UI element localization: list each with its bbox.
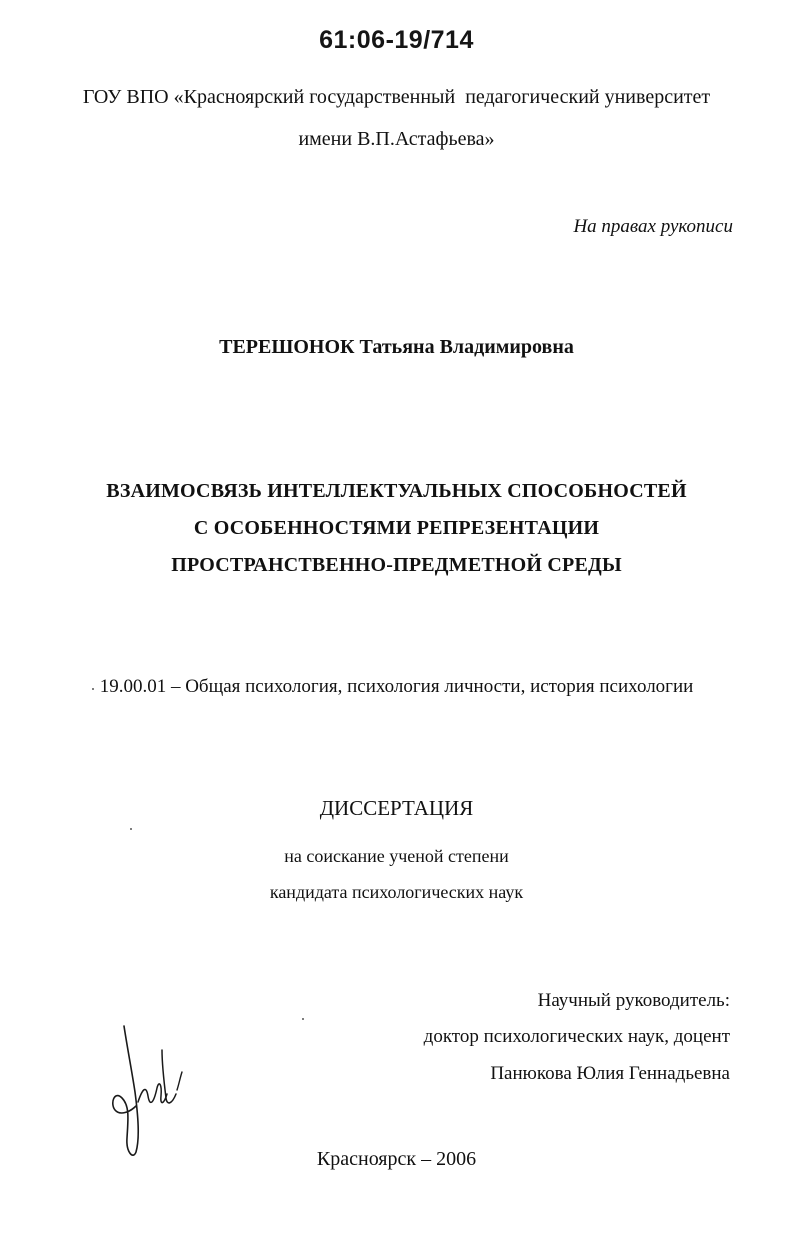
author-given-names: Татьяна Владимировна	[359, 336, 574, 358]
scan-speck	[130, 828, 132, 830]
organization-name-line2: имени В.П.Астафьева»	[298, 128, 495, 150]
scan-speck	[302, 1018, 304, 1020]
degree-line2: кандидата психологических наук	[269, 882, 524, 902]
dissertation-title-line3: ПРОСТРАНСТВЕННО-ПРЕДМЕТНОЙ СРЕДЫ	[171, 554, 622, 576]
document-type: ДИССЕРТАЦИЯ	[319, 796, 474, 820]
organization-name-line1: ГОУ ВПО «Красноярский государственный педагогический университет	[82, 86, 711, 108]
supervisor-title: доктор психологических наук, доцент	[423, 1026, 730, 1047]
library-stamp-number: 61:06-19/714	[319, 26, 474, 54]
place-and-year: Красноярск – 2006	[316, 1148, 477, 1170]
dissertation-title-line2: С ОСОБЕННОСТЯМИ РЕПРЕЗЕНТАЦИИ	[193, 517, 600, 539]
specialty-code: 19.00.01 – Общая психология, психология личности, история психологии	[99, 676, 694, 697]
supervisor-name: Панюкова Юлия Геннадьевна	[490, 1063, 730, 1084]
dissertation-title-line1: ВЗАИМОСВЯЗЬ ИНТЕЛЛЕКТУАЛЬНЫХ СПОСОБНОСТЕЙ	[106, 480, 687, 502]
degree-line1: на соискание ученой степени	[284, 846, 509, 866]
supervisor-label: Научный руководитель:	[537, 990, 730, 1011]
manuscript-rights-note: На правах рукописи	[573, 216, 733, 237]
handwritten-signature-icon	[100, 1020, 210, 1160]
author-name	[0, 336, 793, 359]
scan-speck	[92, 688, 94, 690]
author-surname: ТЕРЕШОНОК	[219, 336, 355, 358]
